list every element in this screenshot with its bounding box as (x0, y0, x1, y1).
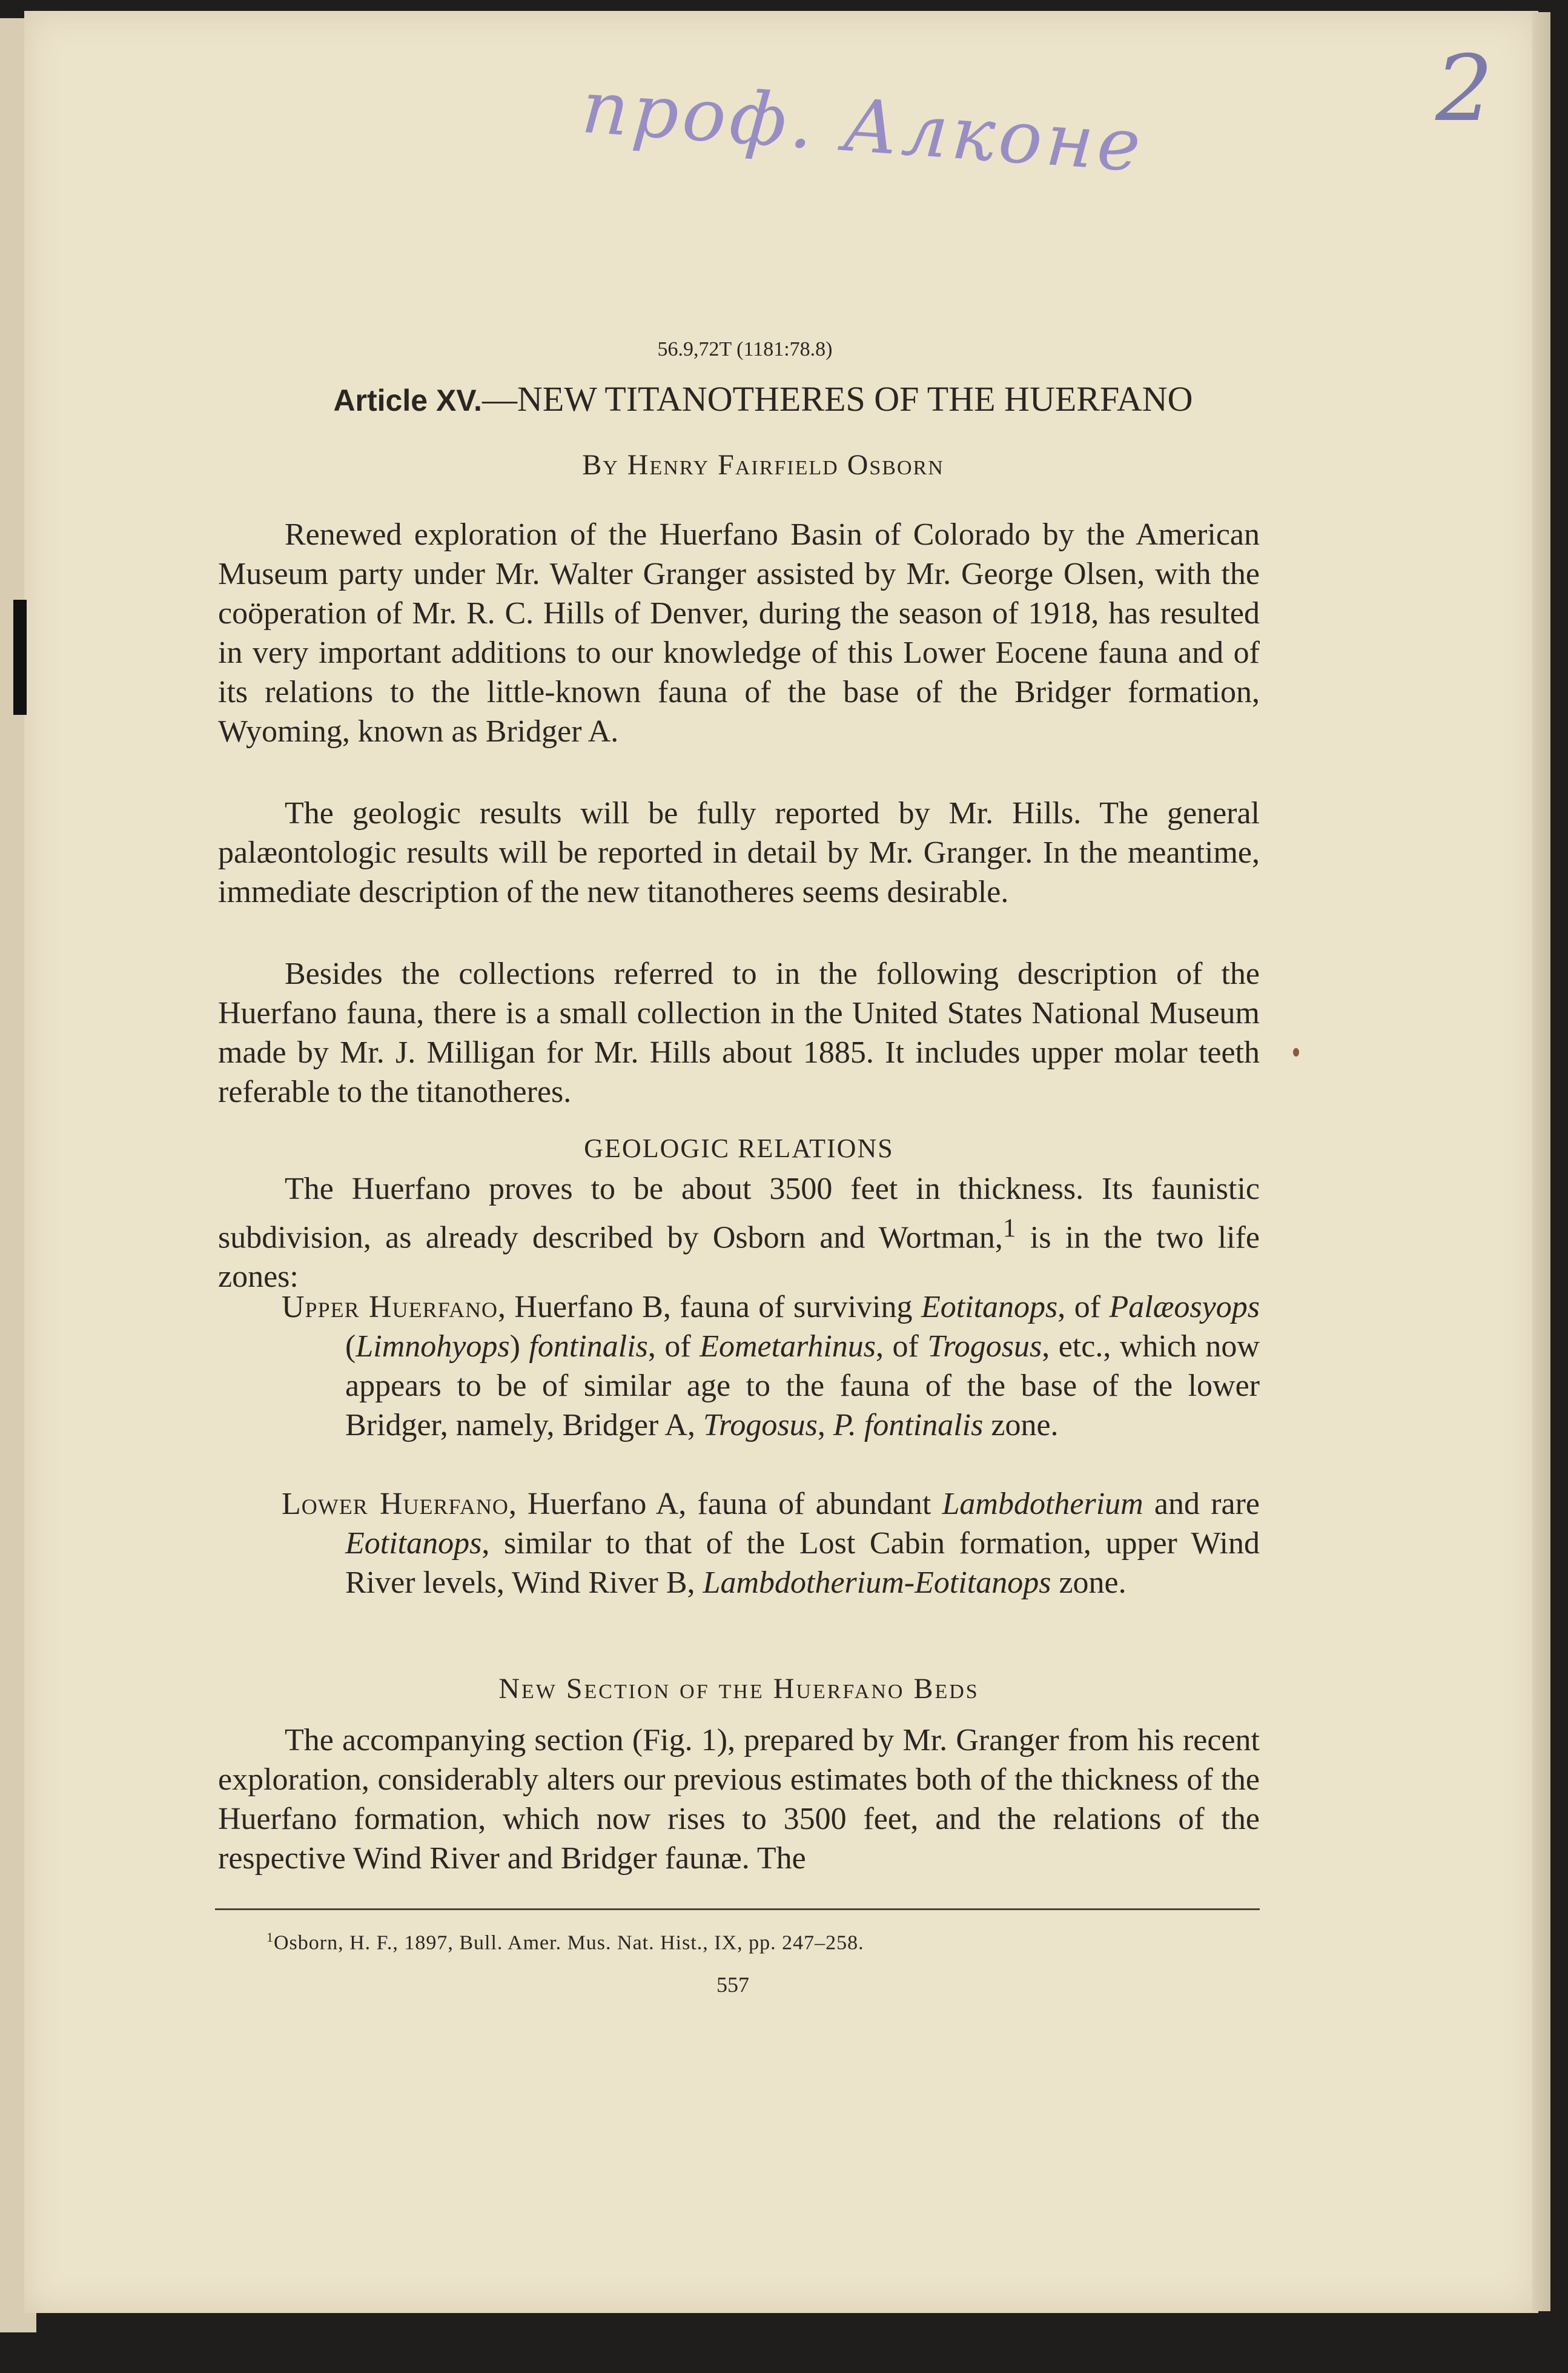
taxon-name: Eometarhinus (700, 1329, 876, 1364)
zone-entry (282, 1484, 1260, 1602)
handwritten-note: проф. Алконе (579, 65, 1147, 189)
taxon-name: Trogosus (703, 1408, 818, 1442)
zone-text: zone. (983, 1408, 1059, 1442)
zone-text: , of (647, 1329, 700, 1364)
zone-text: ) (509, 1329, 529, 1364)
paragraph-text-part: The Huerfano proves to be about 3500 feet in thickness. Its faunistic subdivision, as already described by Osborn and Wortman, (218, 1172, 1260, 1255)
zone-text: , etc., which now appears to be of similar age to the fauna of the base of the lower Bridger, namely, Bridger A, (345, 1329, 1260, 1442)
taxon-name: Trogosus (927, 1329, 1042, 1364)
taxon-name: Eotitanops (921, 1290, 1058, 1324)
paragraph-text: Besides the collections referred to in the following description of the Huerfano fauna, there is a small collection in the United States National Museum made by Mr. J. Milligan for Mr. Hills about 1885. It includes upper molar teeth referable to the titanotheres. (218, 957, 1260, 1109)
handwritten-folio-number: 2 (1435, 36, 1494, 142)
paragraph-text: The geologic results will be fully reported by Mr. Hills. The general palæontologic results will be reported in detail by Mr. Granger. In the meantime, immediate description of the new titanotheres seems desirable. (218, 796, 1260, 909)
zone-entry (282, 1287, 1260, 1445)
paragraph-1 (218, 515, 1260, 751)
zone-text: , of (876, 1329, 928, 1364)
heading-new-section: New Section of the Huerfano Beds (498, 1673, 979, 1705)
taxon-name: Lambdotherium (942, 1487, 1143, 1521)
paragraph-2 (218, 794, 1260, 912)
paragraph-text-part: is in the two life zones: (218, 1220, 1260, 1295)
paragraph-3 (218, 954, 1260, 1112)
footnote-divider (215, 1908, 1260, 1910)
taxon-name: Eotitanops (345, 1526, 482, 1561)
footnote (266, 1930, 1236, 1954)
taxon-name: P. fontinalis (833, 1408, 984, 1442)
zone-text: ( (345, 1329, 356, 1364)
page-number: 557 (716, 1973, 749, 1997)
zone-text: , of (1057, 1290, 1110, 1324)
taxon-name: Limnohyops (356, 1329, 510, 1364)
zone-upper-huerfano (282, 1287, 1260, 1445)
footnote-text: Osborn, H. F., 1897, Bull. Amer. Mus. Nat. Hist., IX, pp. 247–258. (274, 1931, 864, 1954)
footnote-marker: 1 (266, 1930, 274, 1945)
paragraph-4 (218, 1169, 1260, 1296)
paragraph-text: The accompanying section (Fig. 1), prepared by Mr. Granger from his recent exploration, considerably alters our previous estimates both of the thickness of the Huerfano formation, which now rises to 3500 feet, and the relations of the respective Wind River and Bridger faunæ. The (218, 1723, 1260, 1876)
page-stack-edge (1532, 12, 1550, 2311)
paragraph-text: Renewed exploration of the Huerfano Basin of Colorado by the American Museum party under Mr. Walter Granger assisted by Mr. George Olsen, with the coöperation of Mr. R. C. Hills of Denver, during the season of 1918, has resulted in very important additions to our knowledge of this Lower Eocene fauna and of its relations to the little-known fauna of the base of the Bridger formation, Wyoming, known as Bridger A. (218, 517, 1260, 749)
taxon-name: fontinalis (529, 1329, 648, 1364)
zone-text: , Huerfano B, fauna of surviving (497, 1290, 921, 1324)
paragraph-5 (218, 1721, 1260, 1878)
article-label: Article XV. (333, 383, 482, 417)
paper-speck (1293, 1048, 1299, 1057)
footnote-reference[interactable]: 1 (1002, 1213, 1016, 1243)
zone-lower-huerfano (282, 1484, 1260, 1602)
article-title-text: —NEW TITANOTHERES OF THE HUERFANO (481, 379, 1193, 419)
binding-mark (13, 600, 27, 715)
zone-text: , similar to that of the Lost Cabin formation, upper Wind River levels, Wind River B, (345, 1526, 1260, 1600)
zone-name: Upper Huerfano (282, 1290, 498, 1324)
zone-text: zone. (1051, 1565, 1126, 1600)
article-title (200, 379, 1326, 419)
zone-text: , (817, 1408, 833, 1442)
taxon-name: Palæosyops (1109, 1290, 1260, 1324)
classification-number: 56.9,72T (1181:78.8) (657, 338, 833, 360)
zone-text: and rare (1143, 1487, 1260, 1521)
heading-geologic-relations: GEOLOGIC RELATIONS (584, 1133, 894, 1163)
zone-name: Lower Huerfano (282, 1487, 509, 1521)
author-byline: By Henry Fairfield Osborn (582, 449, 944, 481)
zone-text: , Huerfano A, fauna of abundant (508, 1487, 942, 1521)
taxon-name: Lambdotherium-Eotitanops (703, 1565, 1051, 1600)
paragraph-text (218, 1169, 1260, 1296)
